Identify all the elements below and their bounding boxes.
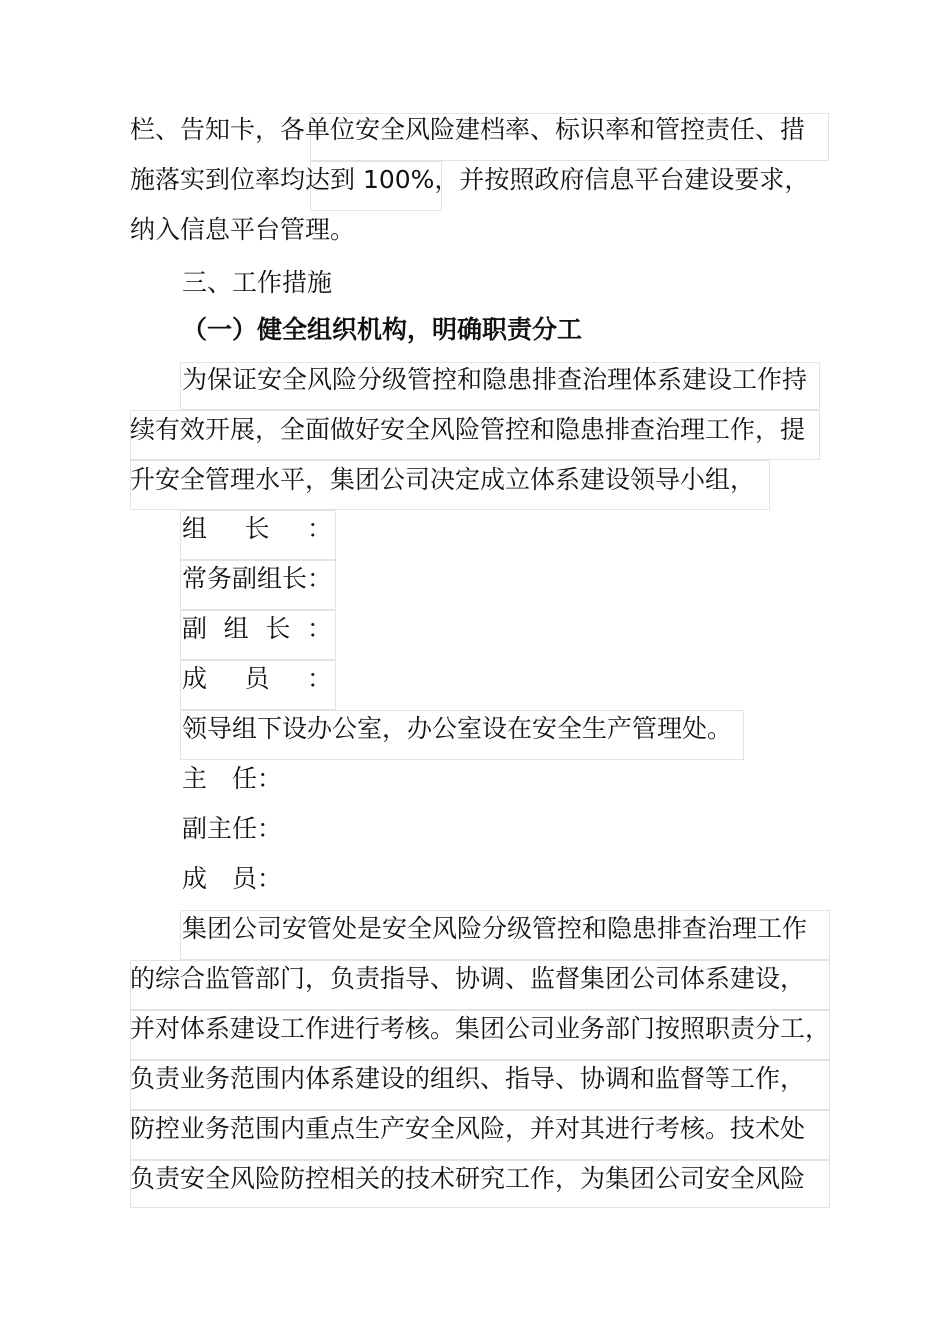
role-executive-deputy-leader: 常务副组长：	[182, 564, 333, 593]
paragraph-line: 负责安全风险防控相关的技术研究工作，为集团公司安全风险	[130, 1164, 806, 1193]
role-deputy-leader: 副组长：	[182, 614, 332, 643]
role-office-director: 主 任：	[182, 764, 283, 793]
subheading: （一）健全组织机构，明确职责分工	[182, 315, 583, 344]
paragraph-line: 的综合监管部门，负责指导、协调、监督集团公司体系建设，	[130, 964, 806, 993]
paragraph-line: 纳入信息平台管理。	[130, 215, 356, 244]
paragraph-line: 升安全管理水平，集团公司决定成立体系建设领导小组，	[130, 465, 756, 494]
office-line: 领导组下设办公室，办公室设在安全生产管理处。	[182, 714, 733, 743]
paragraph-line: 为保证安全风险分级管控和隐患排查治理体系建设工作持	[182, 365, 808, 394]
paragraph-line: 续有效开展，全面做好安全风险管控和隐患排查治理工作，提	[130, 415, 806, 444]
role-members: 成员：	[182, 664, 332, 693]
paragraph-line: 防控业务范围内重点生产安全风险，并对其进行考核。技术处	[130, 1114, 806, 1143]
section-heading: 三、工作措施	[182, 268, 333, 297]
role-office-members: 成 员：	[182, 864, 283, 893]
paragraph-line: 并对体系建设工作进行考核。集团公司业务部门按照职责分工，	[130, 1014, 831, 1043]
role-group-leader: 组长：	[182, 514, 332, 543]
paragraph-line: 栏、告知卡，各单位安全风险建档率、标识率和管控责任、措	[130, 115, 806, 144]
paragraph-line: 施落实到位率均达到 100%，并按照政府信息平台建设要求，	[130, 165, 810, 194]
paragraph-line: 负责业务范围内体系建设的组织、指导、协调和监督等工作，	[130, 1064, 806, 1093]
paragraph-line: 集团公司安管处是安全风险分级管控和隐患排查治理工作	[182, 914, 808, 943]
role-office-deputy-director: 副主任：	[182, 814, 283, 843]
